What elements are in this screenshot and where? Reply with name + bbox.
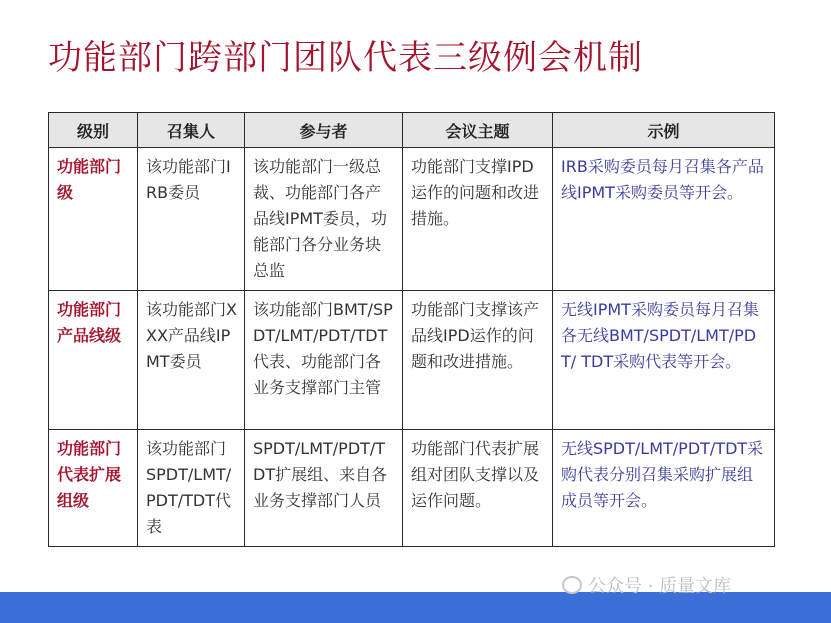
header-participants: 参与者	[245, 113, 403, 148]
cell-example: IRB采购委员每月召集各产品线IPMT采购委员等开会。	[553, 148, 775, 291]
header-topic: 会议主题	[403, 113, 553, 148]
cell-topic: 功能部门代表扩展组对团队支撑以及运作问题。	[403, 430, 553, 547]
watermark-text: 公众号 · 质量文库	[588, 576, 732, 597]
table-row	[49, 430, 775, 547]
cell-example: 无线SPDT/LMT/PDT/TDT采购代表分别召集采购扩展组成员等开会。	[553, 430, 775, 547]
page-title: 功能部门跨部门团队代表三级例会机制	[48, 38, 643, 78]
cell-convener: 该功能部门 SPDT/LMT/PDT/TDT代表	[138, 430, 245, 547]
cell-participants: 该功能部门一级总裁、功能部门各产品线IPMT委员，功能部门各分业务块总监	[245, 148, 403, 291]
cell-level: 功能部门级	[49, 148, 138, 291]
meeting-mechanism-table	[48, 112, 775, 547]
cell-convener: 该功能部门XXX产品线IPMT委员	[138, 291, 245, 430]
cell-participants: 该功能部门BMT/SPDT/LMT/PDT/TDT代表、功能部门各业务支撑部门主管	[245, 291, 403, 430]
cell-level: 功能部门代表扩展组级	[49, 430, 138, 547]
header-convener: 召集人	[138, 113, 245, 148]
header-level: 级别	[49, 113, 138, 148]
cell-convener: 该功能部门IRB委员	[138, 148, 245, 291]
cell-topic: 功能部门支撑该产品线IPD运作的问题和改进措施。	[403, 291, 553, 430]
header-example: 示例	[553, 113, 775, 148]
table-header-row	[49, 113, 775, 148]
table-row	[49, 291, 775, 430]
watermark	[562, 572, 731, 598]
table-row	[49, 148, 775, 291]
cell-example: 无线IPMT采购委员每月召集各无线BMT/SPDT/LMT/PDT/ TDT采购代表等开会。	[553, 291, 775, 430]
cell-participants: SPDT/LMT/PDT/TDT扩展组、来自各业务支撑部门人员	[245, 430, 403, 547]
wechat-icon	[562, 576, 582, 594]
cell-topic: 功能部门支撑IPD运作的问题和改进措施。	[403, 148, 553, 291]
cell-level: 功能部门产品线级	[49, 291, 138, 430]
